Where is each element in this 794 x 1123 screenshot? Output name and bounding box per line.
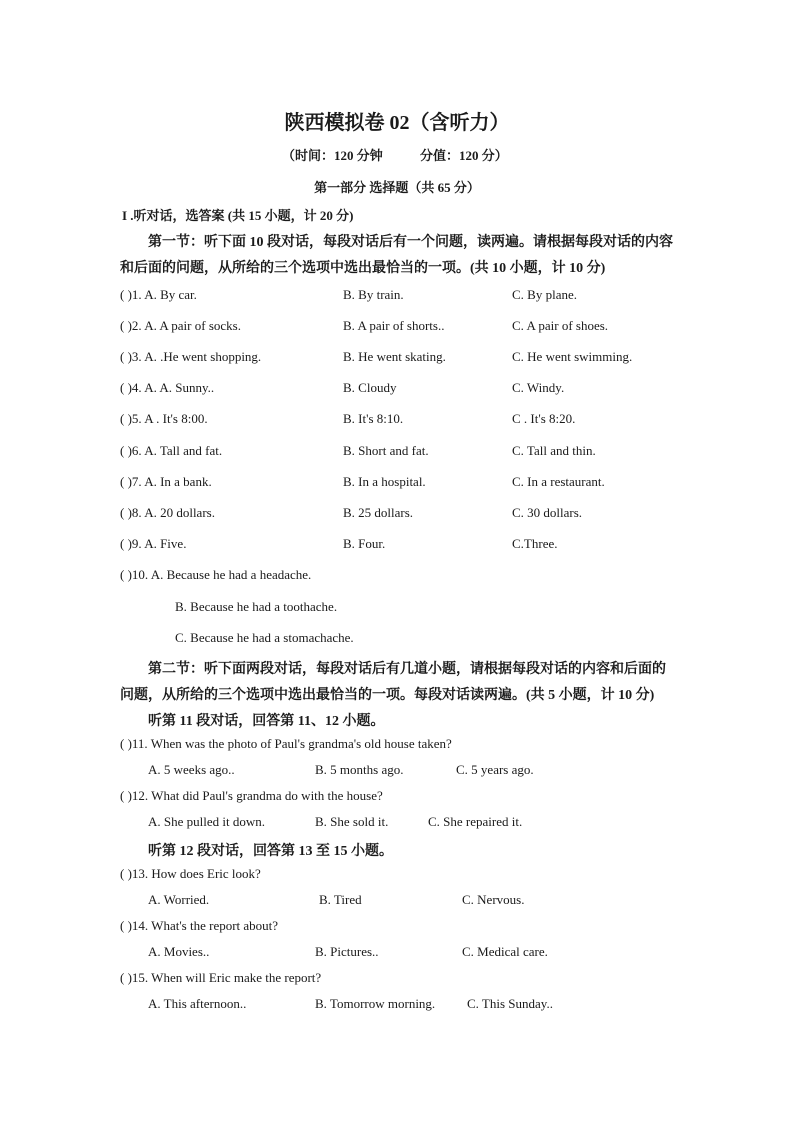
option-c: C. She repaired it. — [428, 814, 523, 829]
option-c: C. A pair of shoes. — [512, 318, 609, 333]
dialog-12-heading: 听第 12 段对话，回答第 13 至 15 小题。 — [148, 844, 393, 859]
section1-instruction-line1: 第一节：听下面 10 段对话，每段对话后有一个问题，读两遍。请根据每段对话的内容 — [148, 235, 673, 250]
option-a: A. Worried. — [148, 892, 210, 907]
question-stem: ( )3. A. .He went shopping. — [120, 349, 262, 364]
option-b: B. By train. — [343, 287, 404, 302]
dialog-11-heading: 听第 11 段对话，回答第 11、12 小题。 — [148, 714, 385, 729]
option-c: C. Windy. — [512, 380, 565, 395]
question-stem: ( )13. How does Eric look? — [120, 866, 261, 881]
option-c: C . It's 8:20. — [512, 411, 576, 426]
section-one-heading: I .听对话，选答案 (共 15 小题，计 20 分) — [122, 208, 354, 223]
option-c: C. In a restaurant. — [512, 474, 605, 489]
option-a: A. 5 weeks ago.. — [148, 762, 235, 777]
question-stem: ( )15. When will Eric make the report? — [120, 970, 322, 985]
exam-score: 分值：120 分） — [420, 148, 508, 163]
option-b: B. He went skating. — [343, 349, 446, 364]
option-c: C. 5 years ago. — [456, 762, 534, 777]
question-stem: ( )11. When was the photo of Paul's grandma's old house taken? — [120, 736, 452, 751]
section1-instruction-line2: 和后面的问题，从所给的三个选项中选出最恰当的一项。(共 10 小题，计 10 分) — [120, 261, 606, 276]
option-c: C. Nervous. — [462, 892, 525, 907]
option-b: B. A pair of shorts.. — [343, 318, 445, 333]
option-b: B. It's 8:10. — [343, 411, 404, 426]
option-c: C. Tall and thin. — [512, 443, 596, 458]
option-b: B. Tired — [319, 892, 362, 907]
option-a: A. She pulled it down. — [148, 814, 265, 829]
option-b: B. Short and fat. — [343, 443, 429, 458]
question-stem: ( )2. A. A pair of socks. — [120, 318, 241, 333]
option-c: C.Three. — [512, 536, 558, 551]
question-stem: ( )6. A. Tall and fat. — [120, 443, 223, 458]
part-one-heading: 第一部分 选择题（共 65 分） — [314, 180, 480, 195]
option-b: B. 25 dollars. — [343, 505, 414, 520]
question-stem: ( )7. A. In a bank. — [120, 474, 212, 489]
question-stem: ( )9. A. Five. — [120, 536, 187, 551]
option-c: C. Medical care. — [462, 944, 548, 959]
option-b: B. Pictures.. — [315, 944, 379, 959]
exam-time: （时间：120 分钟 — [282, 148, 383, 163]
option-c: C. 30 dollars. — [512, 505, 583, 520]
question-stem: ( )12. What did Paul's grandma do with the house? — [120, 788, 383, 803]
option-c: C. By plane. — [512, 287, 577, 302]
option-b: B. She sold it. — [315, 814, 389, 829]
question-stem: ( )4. A. A. Sunny.. — [120, 380, 215, 395]
option-b: B. Tomorrow morning. — [315, 996, 436, 1011]
option-b: B. Cloudy — [343, 380, 397, 395]
option-b: B. 5 months ago. — [315, 762, 404, 777]
option-a: A. This afternoon.. — [148, 996, 247, 1011]
option-b: B. Four. — [343, 536, 386, 551]
question-stem: ( )5. A . It's 8:00. — [120, 411, 208, 426]
question-stem: ( )8. A. 20 dollars. — [120, 505, 215, 520]
section2-instruction-line1: 第二节：听下面两段对话，每段对话后有几道小题，请根据每段对话的内容和后面的 — [148, 662, 666, 677]
option-b: B. In a hospital. — [343, 474, 426, 489]
question-stem: ( )10. A. Because he had a headache. — [120, 567, 312, 582]
question-stem: ( )1. A. By car. — [120, 287, 197, 302]
option-b: B. Because he had a toothache. — [175, 599, 338, 614]
question-stem: ( )14. What's the report about? — [120, 918, 279, 933]
option-a: A. Movies.. — [148, 944, 210, 959]
option-c: C. He went swimming. — [512, 349, 633, 364]
section2-instruction-line2: 问题，从所给的三个选项中选出最恰当的一项。每段对话读两遍。(共 5 小题，计 10 分) — [120, 688, 655, 703]
option-c: C. This Sunday.. — [467, 996, 553, 1011]
exam-title: 陕西模拟卷 02（含听力） — [284, 112, 510, 134]
option-c: C. Because he had a stomachache. — [175, 630, 354, 645]
